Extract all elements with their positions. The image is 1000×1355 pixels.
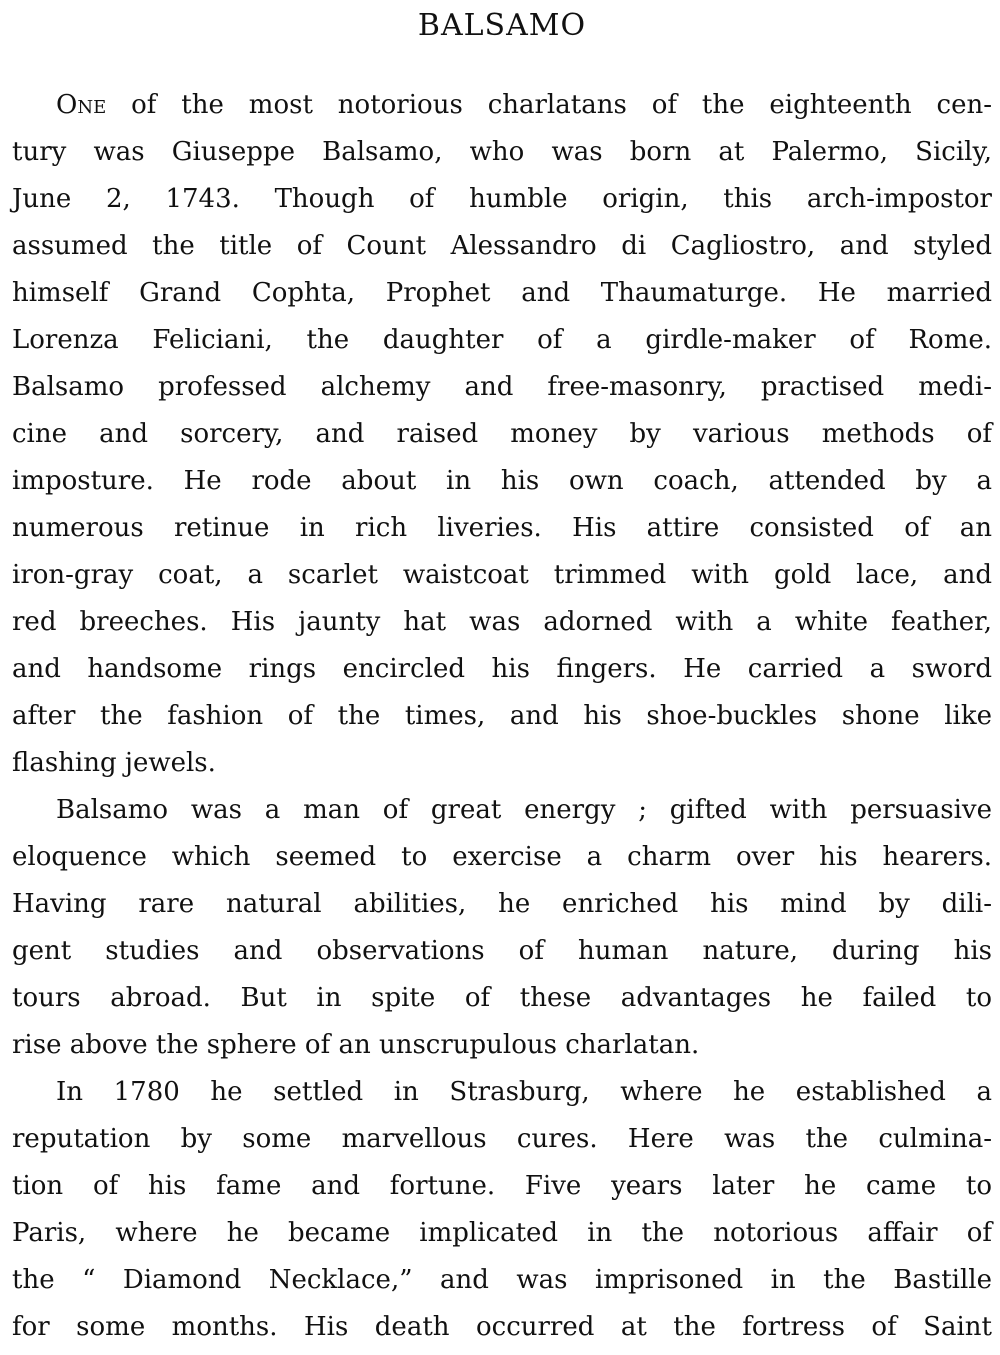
text-line: cine and sorcery, and raised money by various methods of [12,419,992,449]
text-line: Balsamo professed alchemy and free-masonry, practised medi- [12,372,992,402]
text-line: flashing jewels. [12,748,216,778]
text-line [12,82,992,129]
text-line: himself Grand Cophta, Prophet and Thaumaturge. He married [12,278,992,308]
text-line: gent studies and observations of human nature, during his [12,936,992,966]
lead-word: One [56,90,107,120]
text-line: rise above the sphere of an unscrupulous charlatan. [12,1030,700,1060]
text-line: assumed the title of Count Alessandro di Cagliostro, and styled [12,231,992,261]
text-line: tury was Giuseppe Balsamo, who was born at Palermo, Sicily, [12,137,992,167]
text-line: the “ Diamond Necklace,” and was imprisoned in the Bastille [12,1265,992,1295]
paragraph-2 [12,787,992,1069]
text-line: for some months. His death occurred at the fortress of Saint [12,1312,992,1342]
paragraph-1 [12,82,992,787]
text-line: Lorenza Feliciani, the daughter of a girdle-maker of Rome. [12,325,992,355]
text-line: numerous retinue in rich liveries. His attire consisted of an [12,513,992,543]
text-line: imposture. He rode about in his own coach, attended by a [12,466,992,496]
text-line: red breeches. His jaunty hat was adorned with a white feather, [12,607,992,637]
text-line: eloquence which seemed to exercise a charm over his hearers. [12,842,992,872]
chapter-title: BALSAMO [417,8,587,43]
text-line: iron-gray coat, a scarlet waistcoat trimmed with gold lace, and [12,560,992,590]
text-line: reputation by some marvellous cures. Here was the culmina- [12,1124,992,1154]
book-page [12,0,992,1355]
text-line: tion of his fame and fortune. Five years later he came to [12,1171,992,1201]
paragraph-3 [12,1069,992,1351]
text-line: Balsamo was a man of great energy ; gifted with persuasive [56,795,992,825]
text-line: tours abroad. But in spite of these advantages he failed to [12,983,992,1013]
text-line: Paris, where he became implicated in the notorious affair of [12,1218,992,1248]
text-line: June 2, 1743. Though of humble origin, this arch-impostor [12,184,992,214]
text-line: after the fashion of the times, and his shoe-buckles shone like [12,701,992,731]
text-line: and handsome rings encircled his fingers. He carried a sword [12,654,992,684]
first-line-rest: of the most notorious charlatans of the eighteenth cen- [106,90,992,120]
text-line: In 1780 he settled in Strasburg, where he established a [56,1077,992,1107]
text-line: Having rare natural abilities, he enriched his mind by dili- [12,889,992,919]
